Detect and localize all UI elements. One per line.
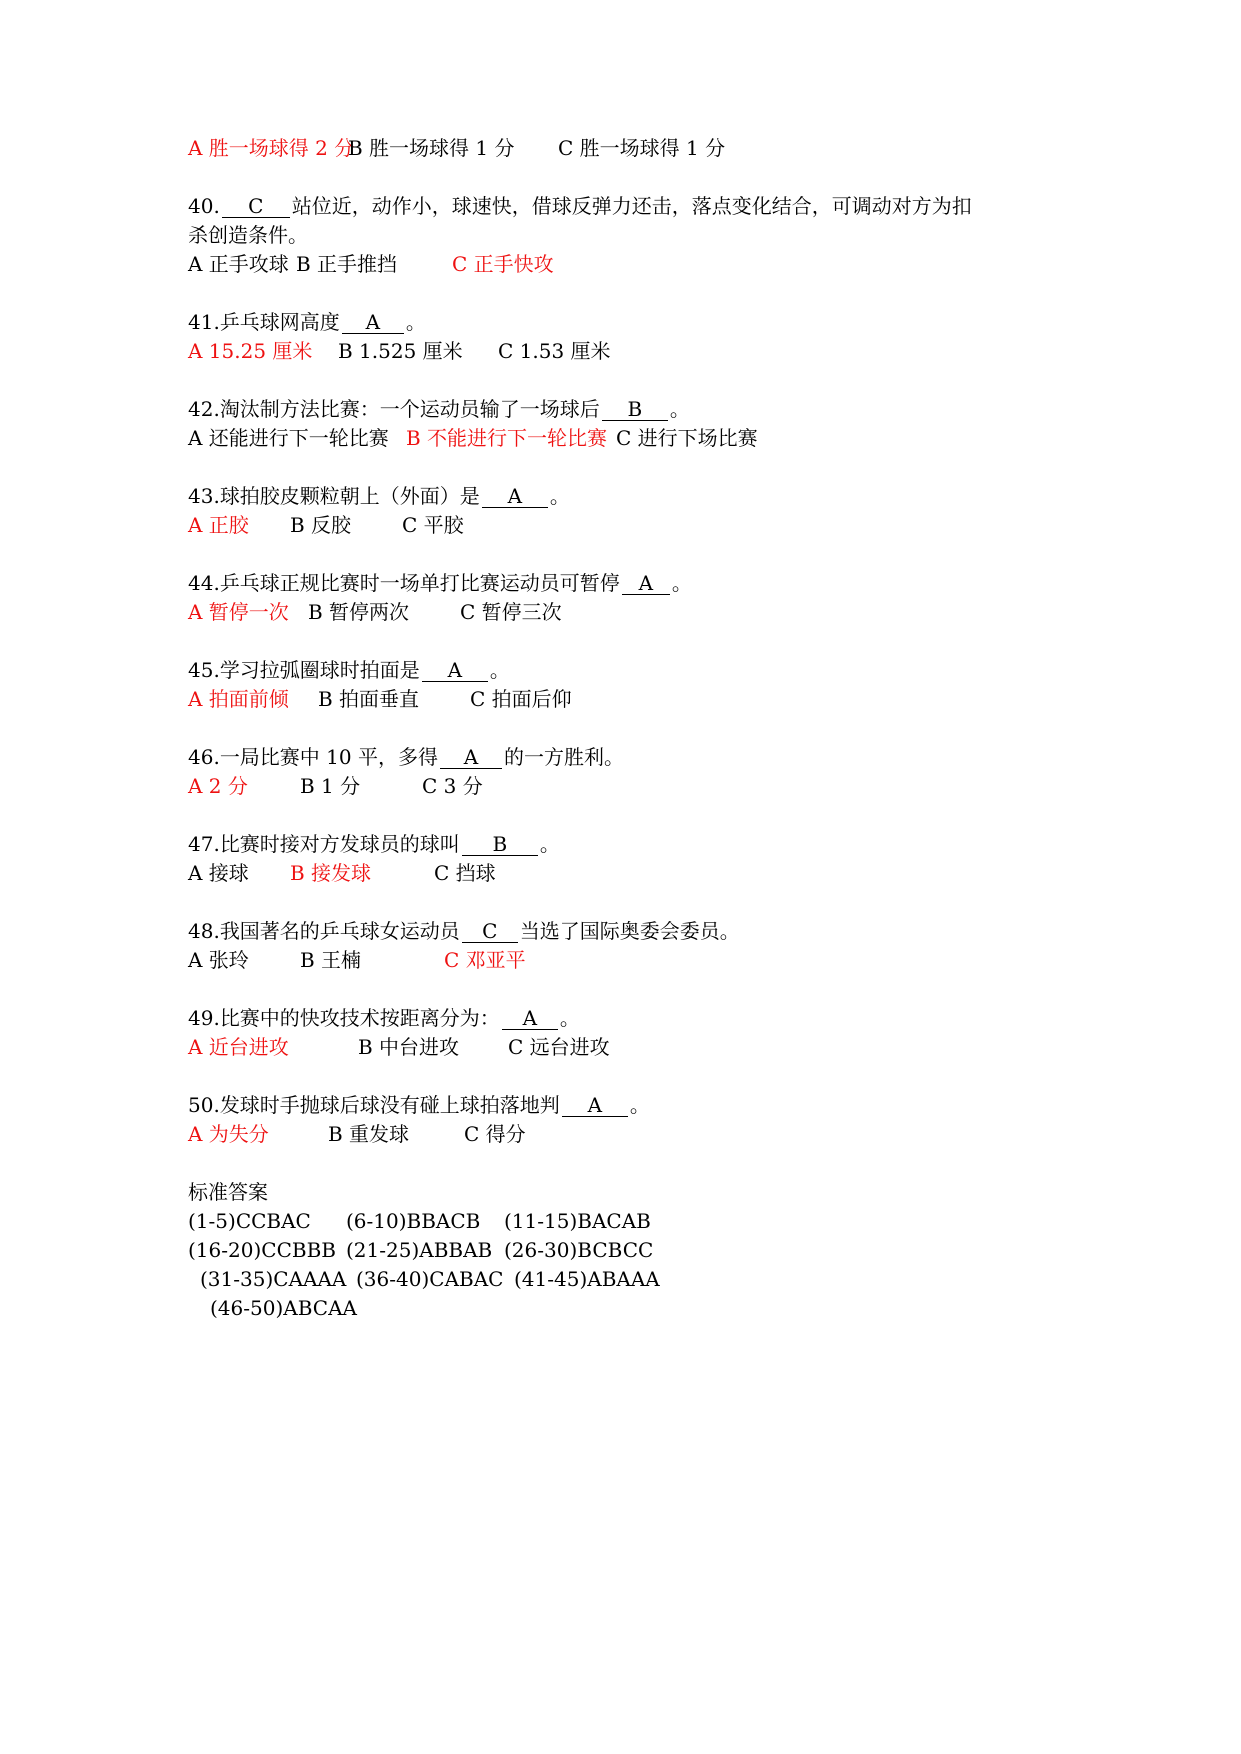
question-tail: 。	[549, 484, 570, 508]
option-b: B 1 分	[300, 774, 361, 798]
question-tail: 。	[405, 310, 426, 334]
question-47	[188, 828, 560, 860]
option-b: B 王楠	[300, 948, 362, 972]
answer-group: (36-40)CABAC	[356, 1267, 504, 1291]
option-b: B 胜一场球得 1 分	[348, 136, 515, 160]
option-a: A 正胶	[188, 513, 249, 537]
option-c: C 挡球	[434, 861, 496, 885]
question-43	[188, 480, 570, 512]
option-a: A 近台进攻	[188, 1035, 289, 1059]
option-a: A 张玲	[188, 948, 249, 972]
answer-group: (31-35)CAAAA	[200, 1267, 347, 1291]
answer-blank: A	[440, 746, 502, 769]
answer-blank: A	[422, 659, 488, 682]
option-b: B 正手推挡	[296, 252, 398, 276]
option-b: B 暂停两次	[308, 600, 410, 624]
question-number: 48.	[188, 919, 220, 943]
option-c: C 正手快攻	[452, 252, 554, 276]
option-c: C 远台进攻	[508, 1035, 610, 1059]
question-48	[188, 915, 740, 947]
answer-group: (11-15)BACAB	[504, 1209, 651, 1233]
option-c: C 邓亚平	[444, 948, 526, 972]
option-b: B 反胶	[290, 513, 352, 537]
question-text: 一局比赛中 10 平，多得	[219, 745, 438, 769]
question-number: 47.	[188, 832, 220, 856]
option-c: C 暂停三次	[460, 600, 562, 624]
question-41	[188, 306, 426, 338]
question-42	[188, 393, 690, 425]
question-number: 42.	[188, 397, 220, 421]
question-40	[188, 190, 972, 222]
answer-blank: A	[562, 1094, 628, 1117]
answer-blank: A	[342, 311, 404, 334]
answer-key-title	[188, 1176, 268, 1208]
answer-key-heading: 标准答案	[188, 1180, 268, 1204]
question-number: 44.	[188, 571, 220, 595]
option-b: B 不能进行下一轮比赛	[406, 426, 608, 450]
option-c: C 平胶	[402, 513, 464, 537]
answer-blank: C	[222, 195, 290, 218]
question-46	[188, 741, 624, 773]
answer-group: (21-25)ABBAB	[346, 1238, 493, 1262]
question-text: 比赛时接对方发球员的球叫	[219, 832, 460, 856]
option-b: B 拍面垂直	[318, 687, 420, 711]
question-text: 乒乓球网高度	[219, 310, 340, 334]
answer-blank: B	[462, 833, 538, 856]
question-number: 41.	[188, 310, 220, 334]
question-tail: 。	[629, 1093, 650, 1117]
question-40-cont	[188, 219, 308, 251]
option-c: C 胜一场球得 1 分	[558, 136, 726, 160]
option-c: C 进行下场比赛	[616, 426, 758, 450]
question-number: 49.	[188, 1006, 220, 1030]
question-50	[188, 1089, 650, 1121]
answer-group: (41-45)ABAAA	[514, 1267, 660, 1291]
option-a: A 暂停一次	[188, 600, 289, 624]
answer-blank: B	[602, 398, 668, 421]
question-tail: 当选了国际奥委会委员。	[519, 919, 740, 943]
question-tail: 。	[559, 1006, 580, 1030]
answer-group: (6-10)BBACB	[346, 1209, 481, 1233]
option-a: A 15.25 厘米	[188, 339, 313, 363]
option-a: A 正手攻球	[188, 252, 289, 276]
option-a: A 接球	[188, 861, 249, 885]
question-text: 淘汰制方法比赛：一个运动员输了一场球后	[219, 397, 600, 421]
option-a: A 2 分	[188, 774, 248, 798]
question-tail: 。	[539, 832, 560, 856]
question-text: 发球时手抛球后球没有碰上球拍落地判	[219, 1093, 560, 1117]
question-number: 43.	[188, 484, 220, 508]
answer-blank: A	[622, 572, 670, 595]
answer-blank: C	[462, 920, 518, 943]
question-text: 站位近，动作小，球速快，借球反弹力还击，落点变化结合，可调动对方为扣	[291, 194, 972, 218]
question-49	[188, 1002, 580, 1034]
question-number: 40.	[188, 194, 220, 218]
option-c: C 拍面后仰	[470, 687, 572, 711]
question-text: 我国著名的乒乓球女运动员	[219, 919, 460, 943]
question-text: 杀创造条件。	[188, 223, 308, 247]
question-number: 50.	[188, 1093, 220, 1117]
option-b: B 接发球	[290, 861, 372, 885]
option-c: C 3 分	[422, 774, 483, 798]
question-number: 46.	[188, 745, 220, 769]
answer-group: (26-30)BCBCC	[504, 1238, 654, 1262]
option-a: A 拍面前倾	[188, 687, 289, 711]
option-c: C 1.53 厘米	[498, 339, 611, 363]
question-text: 比赛中的快攻技术按距离分为：	[219, 1006, 500, 1030]
question-text: 学习拉弧圈球时拍面是	[219, 658, 420, 682]
question-44	[188, 567, 692, 599]
option-c: C 得分	[464, 1122, 526, 1146]
question-tail: 的一方胜利。	[503, 745, 624, 769]
answer-group: (46-50)ABCAA	[210, 1296, 357, 1320]
question-text: 乒乓球正规比赛时一场单打比赛运动员可暂停	[219, 571, 620, 595]
answer-blank: A	[502, 1007, 558, 1030]
answer-group: (16-20)CCBBB	[188, 1238, 336, 1262]
question-tail: 。	[489, 658, 510, 682]
option-b: B 重发球	[328, 1122, 410, 1146]
option-b: B 中台进攻	[358, 1035, 460, 1059]
answer-blank: A	[482, 485, 548, 508]
option-a: A 胜一场球得 2 分	[188, 136, 355, 160]
option-b: B 1.525 厘米	[338, 339, 463, 363]
question-45	[188, 654, 510, 686]
answer-group: (1-5)CCBAC	[188, 1209, 311, 1233]
question-tail: 。	[671, 571, 692, 595]
question-text: 球拍胶皮颗粒朝上（外面）是	[219, 484, 480, 508]
option-a: A 为失分	[188, 1122, 269, 1146]
option-a: A 还能进行下一轮比赛	[188, 426, 389, 450]
question-tail: 。	[669, 397, 690, 421]
question-number: 45.	[188, 658, 220, 682]
